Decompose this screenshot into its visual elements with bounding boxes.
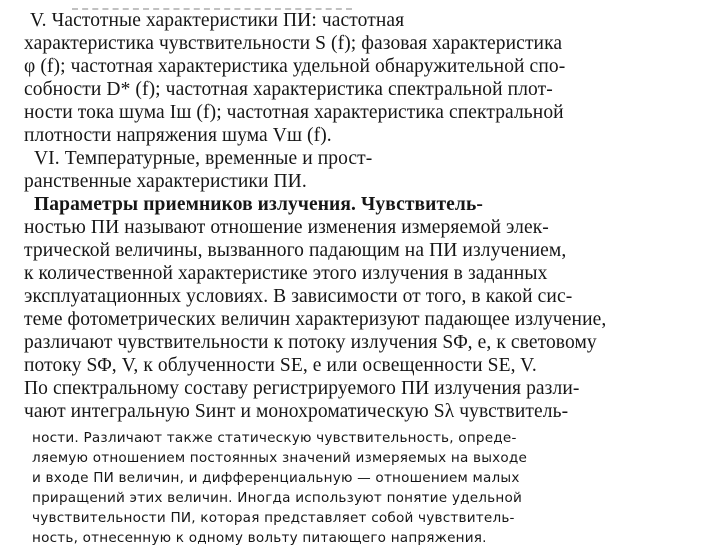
- text-line-18: чают интегральную Sинт и монохроматическую Sλ чувствитель-: [24, 401, 569, 422]
- text-line-21: и входе ПИ величин, и дифференциальную — отношением малых: [32, 470, 520, 486]
- text-line-15: различают чувствительности к потоку излучения SΦ, e, к световому: [24, 332, 597, 353]
- document-page: [24, 10, 700, 546]
- text-line-5: ности тока шума Iш (f); частотная характеристика спектральной: [24, 102, 564, 123]
- text-line-6: плотности напряжения шума Vш (f).: [24, 125, 332, 146]
- text-line-13: эксплуатационных условиях. В зависимости от того, в какой сис-: [24, 286, 573, 307]
- text-line-4: собности D* (f); частотная характеристика спектральной плот-: [24, 79, 553, 100]
- text-line-10: ностью ПИ называют отношение изменения измеряемой элек-: [24, 217, 549, 238]
- text-line-3: φ (f); частотная характеристика удельной обнаружительной спо-: [24, 56, 566, 77]
- text-line-16: потоку SΦ, V, к облученности SE, e или освещенности SE, V.: [24, 355, 537, 376]
- section-heading: Параметры приемников излучения. Чувствитель-: [34, 194, 483, 215]
- text-line-12: к количественной характеристике этого излучения в заданных: [24, 263, 548, 284]
- text-line-7: VI. Температурные, временные и прост-: [34, 148, 373, 169]
- text-line-17: По спектральному составу регистрируемого ПИ излучения разли-: [24, 378, 580, 399]
- text-line-19: ности. Различают также статическую чувствительность, опреде-: [32, 430, 517, 446]
- text-line-14: теме фотометрических величин характеризуют падающее излучение,: [24, 309, 607, 330]
- text-line-20: ляемую отношением постоянных значений измеряемых на выходе: [32, 450, 528, 466]
- text-line-11: трической величины, вызванного падающим на ПИ излучением,: [24, 240, 567, 261]
- text-line-22: приращений этих величин. Иногда используют понятие удельной: [32, 490, 523, 506]
- text-line-23: чувствительности ПИ, которая представляет собой чувствитель-: [32, 510, 515, 526]
- text-line-24: ность, отнесенную к одному вольту питающего напряжения.: [32, 530, 487, 546]
- text-line-1: V. Частотные характеристики ПИ: частотная: [30, 10, 405, 31]
- text-line-8: ранственные характеристики ПИ.: [24, 171, 307, 192]
- text-line-2: характеристика чувствительности S (f); фазовая характеристика: [24, 33, 563, 54]
